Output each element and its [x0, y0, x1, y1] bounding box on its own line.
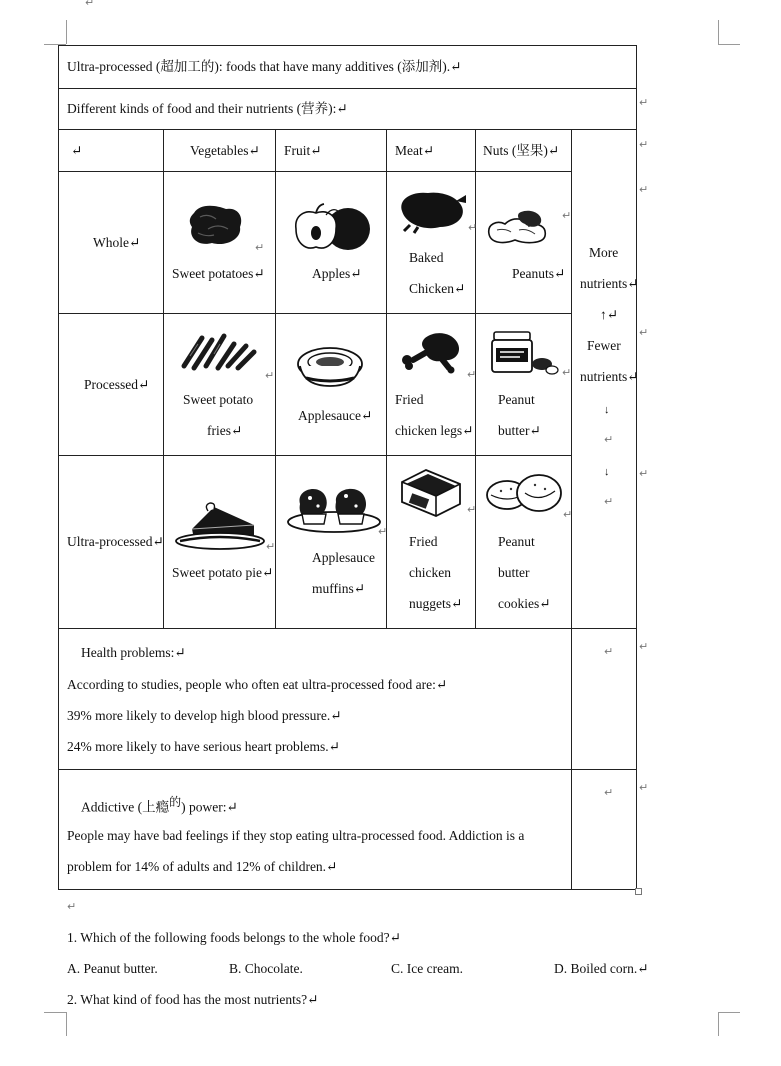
side-up-arrow: ↑↵: [600, 307, 619, 322]
food-label-chicken-legs: chicken legs↵: [395, 423, 474, 438]
question-2: 2. What kind of food has the most nutrients?↵: [67, 992, 319, 1007]
kinds-of-food-label: Different kinds of food and their nutrients (营养):↵: [67, 101, 348, 116]
fried-chicken-nuggets-image: [398, 468, 464, 518]
rule-row-3: [58, 171, 572, 172]
baked-chicken-image: [396, 189, 468, 233]
column-header-meat: Meat↵: [395, 143, 435, 158]
addictive-power-title: [81, 794, 238, 816]
question-1-option-c: C. Ice cream.: [391, 961, 463, 976]
food-label-sweet-potato: Sweet potato: [183, 392, 254, 407]
food-label-peanuts: Peanuts↵: [512, 266, 566, 281]
addictive-title-superscript: 的: [169, 795, 182, 809]
side-return-1: ↵: [604, 433, 614, 446]
food-label-sweet-potatoes: Sweet potatoes↵: [172, 266, 265, 281]
rule-row-6: [58, 628, 637, 629]
row-label-ultra-processed: Ultra-processed↵: [67, 534, 164, 549]
crop-mark-top-right: [718, 44, 740, 45]
side-nutrients-1: nutrients↵: [580, 276, 639, 291]
food-label-apples: Apples↵: [312, 266, 362, 281]
applesauce-muffins-image: [286, 484, 382, 534]
table-resize-handle[interactable]: [635, 888, 642, 895]
column-header-fruit: Fruit↵: [284, 143, 322, 158]
rule-col-2: [275, 129, 276, 628]
crop-mark-bottom-right-v: [718, 1012, 719, 1036]
right-margin-mark-5: ↵: [639, 467, 649, 480]
rule-col-1: [163, 129, 164, 628]
addictive-power-line-2: problem for 14% of adults and 12% of children.↵: [67, 859, 338, 874]
peanut-butter-image: [490, 328, 560, 376]
food-label-cookies: cookies↵: [498, 596, 551, 611]
return-mark-nuggets: ↵: [467, 503, 477, 516]
right-margin-mark-6: ↵: [639, 640, 649, 653]
crop-mark-top-right-v: [718, 20, 719, 44]
applesauce-image: [296, 344, 364, 390]
question-1-option-d: D. Boiled corn.↵: [554, 961, 649, 976]
blank-paragraph-mark: ↵: [67, 900, 77, 913]
side-nutrients-2: nutrients↵: [580, 369, 639, 384]
rule-col-3: [386, 129, 387, 628]
food-label-butter-1: butter↵: [498, 423, 541, 438]
return-mark-sweet-potatoes: ↵: [255, 241, 265, 254]
return-mark-cookies: ↵: [563, 508, 573, 521]
food-label-butter-2: butter: [498, 565, 530, 580]
addictive-title-part-a: Addictive (上瘾: [81, 799, 170, 815]
health-problems-line-3: 24% more likely to have serious heart problems.↵: [67, 739, 340, 754]
food-label-sweet-potato-pie: Sweet potato pie↵: [172, 565, 274, 580]
row-label-whole: Whole↵: [93, 235, 141, 250]
food-label-muffins: muffins↵: [312, 581, 366, 596]
right-margin-mark-4: ↵: [639, 326, 649, 339]
ultra-processed-definition: Ultra-processed (超加工的): foods that have many additives (添加剂).↵: [67, 59, 462, 74]
food-label-applesauce-2: Applesauce: [312, 550, 375, 565]
crop-mark-top-left-v: [66, 20, 67, 44]
sweet-potato-fries-image: [180, 332, 258, 372]
food-label-peanut-1: Peanut: [498, 392, 535, 407]
return-mark-muffins: ↵: [378, 525, 388, 538]
health-problems-line-1: According to studies, people who often eat ultra-processed food are:↵: [67, 677, 448, 692]
right-margin-mark-3: ↵: [639, 183, 649, 196]
return-mark-peanuts: ↵: [562, 209, 572, 222]
side-more: More: [589, 245, 619, 260]
column-header-blank: ↵: [71, 143, 83, 158]
right-margin-mark-1: ↵: [639, 96, 649, 109]
row-label-processed: Processed↵: [84, 377, 150, 392]
column-header-vegetables: Vegetables↵: [190, 143, 260, 158]
sweet-potatoes-image: [186, 203, 246, 248]
addictive-side-mark: ↵: [604, 786, 614, 799]
rule-row-5: [58, 455, 572, 456]
food-label-applesauce: Applesauce↵: [298, 408, 373, 423]
return-mark-baked-chicken: ↵: [468, 221, 478, 234]
return-mark-pie: ↵: [266, 540, 276, 553]
food-label-fried-1: Fried: [395, 392, 424, 407]
crop-mark-bottom-left: [44, 1012, 66, 1013]
return-mark-chicken-legs: ↵: [467, 368, 477, 381]
return-mark-peanut-butter: ↵: [562, 366, 572, 379]
peanuts-image: [485, 208, 561, 246]
food-label-chicken-2: chicken: [409, 565, 451, 580]
paragraph-mark: ↵: [85, 0, 95, 9]
rule-row-1: [58, 88, 637, 89]
rule-row-4: [58, 313, 572, 314]
food-label-fries: fries↵: [207, 423, 243, 438]
side-return-2: ↵: [604, 495, 614, 508]
crop-mark-bottom-right: [718, 1012, 740, 1013]
health-side-mark: ↵: [604, 645, 614, 658]
question-1: 1. Which of the following foods belongs to the whole food?↵: [67, 930, 401, 945]
food-label-fried-2: Fried: [409, 534, 438, 549]
column-header-nuts: Nuts (坚果)↵: [483, 143, 560, 158]
rule-row-7: [58, 769, 637, 770]
right-margin-mark-7: ↵: [639, 781, 649, 794]
apples-image: [292, 203, 372, 253]
health-problems-title: Health problems:↵: [81, 645, 186, 660]
side-down-arrow-1: ↓: [604, 404, 610, 416]
crop-mark-bottom-left-v: [66, 1012, 67, 1036]
right-margin-mark-2: ↵: [639, 138, 649, 151]
question-1-option-a: A. Peanut butter.: [67, 961, 158, 976]
side-fewer: Fewer: [587, 338, 621, 353]
peanut-butter-cookies-image: [485, 473, 565, 517]
question-1-option-b: B. Chocolate.: [229, 961, 303, 976]
food-label-nuggets: nuggets↵: [409, 596, 463, 611]
sweet-potato-pie-image: [174, 503, 266, 551]
health-problems-line-2: 39% more likely to develop high blood pressure.↵: [67, 708, 342, 723]
food-label-peanut-2: Peanut: [498, 534, 535, 549]
food-label-baked: Baked: [409, 250, 444, 265]
side-down-arrow-2: ↓: [604, 466, 610, 478]
addictive-title-part-b: ) power:↵: [181, 799, 238, 815]
fried-chicken-legs-image: [395, 330, 469, 372]
return-mark-fries: ↵: [265, 369, 275, 382]
food-label-chicken: Chicken↵: [409, 281, 466, 296]
addictive-power-line-1: People may have bad feelings if they stop eating ultra-processed food. Addiction is a: [67, 828, 525, 843]
rule-row-2: [58, 129, 637, 130]
